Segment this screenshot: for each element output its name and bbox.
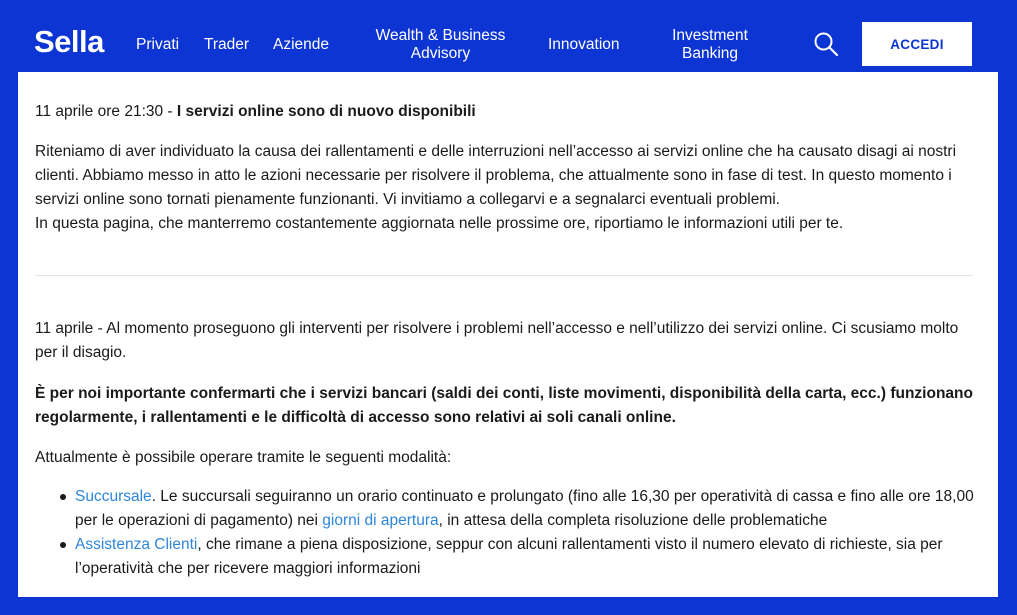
sella-logo[interactable]: Sella [34, 24, 104, 59]
login-button[interactable]: ACCEDI [862, 22, 972, 66]
nav-innovation[interactable]: Innovation [548, 36, 620, 53]
search-button[interactable] [812, 30, 840, 58]
update-heading-1 [35, 100, 975, 124]
nav-investment-banking[interactable]: Investment Banking [672, 27, 748, 62]
assistenza-clienti-link[interactable]: Assistenza Clienti [75, 536, 198, 553]
succursale-text-end: , in attesa della completa risoluzione delle problematiche [438, 512, 828, 529]
nav-trader[interactable]: Trader [204, 36, 250, 53]
modes-list [75, 485, 975, 581]
important-notice: È per noi importante confermarti che i servizi bancari (saldi dei conti, liste movimenti, disponibilità della carta, ecc.) funzionano regolarmente, i rallentamenti e le difficoltà di accesso sono relativi ai soli canali online. [35, 385, 973, 426]
assistenza-text: , che rimane a piena disposizione, seppur con alcuni rallentamenti visto il numero elevato di richieste, sia per l’operatività che per ricevere maggiori informazioni [75, 536, 943, 577]
succursale-text: . Le succursali seguiranno un orario continuato e prolungato (fino alle 16,30 per operatività di cassa e fino alle ore 18,00 per le operazioni di pagamento) nei [75, 488, 974, 529]
nav-aziende[interactable]: Aziende [273, 36, 330, 53]
succursale-link[interactable]: Succursale [75, 488, 152, 505]
opening-days-link[interactable]: giorni di apertura [322, 512, 439, 529]
update-text-1b: In questa pagina, che manterremo costantemente aggiornata nelle prossime ore, riportiamo le informazioni utili per te. [35, 215, 844, 232]
search-icon [812, 30, 840, 58]
section-divider [35, 275, 973, 276]
nav-privati[interactable]: Privati [136, 36, 180, 53]
update-title-1: I servizi online sono di nuovo disponibili [176, 103, 476, 120]
update-timestamp-1: 11 aprile ore 21:30 - [35, 103, 177, 120]
update-text-2: 11 aprile - Al momento proseguono gli interventi per risolvere i problemi nell’accesso e nell’utilizzo dei servizi online. Ci scusiamo molto per il disagio. [35, 320, 959, 361]
list-item-succursale [75, 485, 975, 533]
update-text-1: Riteniamo di aver individuato la causa dei rallentamenti e delle interruzioni nell’accesso ai servizi online che ha causato disagi ai nostri clienti. Abbiamo messo in atto le azioni necessarie per risolvere il problema, che attualmente sono in fase di test. In questo momento i servizi online sono tornati pienamente funzionanti. Vi invitiamo a collegarvi e a segnalarci eventuali problemi. [35, 143, 957, 208]
modes-intro: Attualmente è possibile operare tramite le seguenti modalità: [35, 449, 452, 466]
site-header [0, 0, 1017, 82]
nav-wealth-business-advisory[interactable]: Wealth & Business Advisory [375, 27, 506, 62]
list-item-assistenza [75, 533, 975, 581]
update-body-1 [35, 140, 975, 236]
main-content [18, 72, 998, 597]
